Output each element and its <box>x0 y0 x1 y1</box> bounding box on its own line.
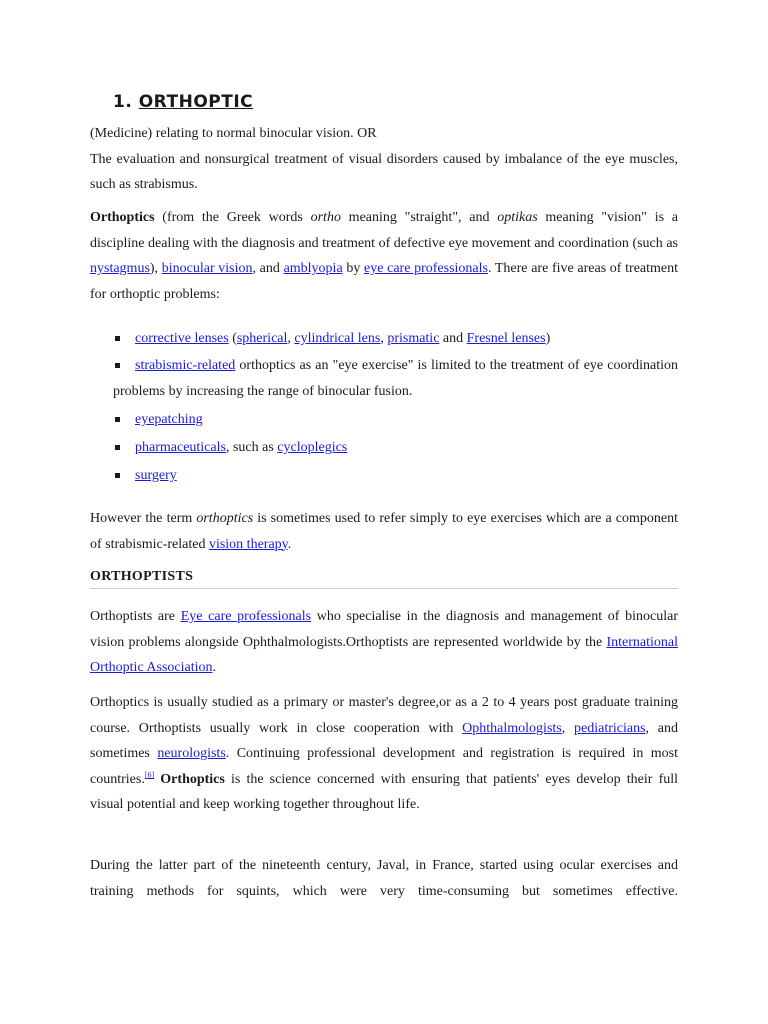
term-orthoptics-italic: orthoptics <box>196 511 254 526</box>
section-heading <box>113 92 253 112</box>
bullet-icon <box>115 473 120 478</box>
intro-paragraph <box>90 205 678 307</box>
list-item <box>113 353 678 405</box>
bullet-icon <box>115 445 120 450</box>
text: ) <box>545 331 551 346</box>
text: is the science concerned with ensuring that patients' eyes develop their full visual potential and keep working together throughout life. <box>90 771 679 813</box>
definition-1: (Medicine) relating to normal binocular vision. OR <box>90 126 377 141</box>
link-eye-care-professionals-2[interactable]: Eye care professionals <box>180 609 312 624</box>
treatment-list <box>113 326 678 489</box>
citation-link[interactable]: [6] <box>144 770 155 780</box>
text: ( <box>228 331 237 346</box>
study-paragraph <box>90 690 678 818</box>
link-fresnel-lenses[interactable]: Fresnel lenses <box>466 331 546 346</box>
history-text: During the latter part of the nineteenth century, Javal, in France, started using ocular exercises and training methods for squints, which were very time-consuming but sometimes effective. <box>90 858 678 899</box>
text: who specialise in the diagnosis and management of binocular vision problems alongside Ophthalmologists.Orthoptists are represented worldwide by the <box>90 609 678 650</box>
text: However the term <box>90 511 197 526</box>
link-cycloplegics[interactable]: cycloplegics <box>277 440 348 455</box>
link-spherical[interactable]: spherical <box>236 331 288 346</box>
link-corrective-lenses[interactable]: corrective lenses <box>135 331 229 346</box>
text: , such as <box>225 440 278 455</box>
list-item <box>113 463 678 489</box>
definition-2: The evaluation and nonsurgical treatment of visual disorders caused by imbalance of the eye muscles, such as strabismus. <box>90 151 678 193</box>
term-optikas: optikas <box>497 210 538 225</box>
link-nystagmus[interactable]: nystagmus <box>90 261 150 277</box>
text: , <box>561 720 574 736</box>
heading-title: ORTHOPTIC <box>138 92 254 112</box>
text: . <box>287 536 292 552</box>
link-strabismic-related[interactable]: strabismic-related <box>135 358 236 373</box>
text: and <box>439 331 467 346</box>
section-heading-orthoptists: ORTHOPTISTS <box>90 569 194 584</box>
divider <box>90 588 678 589</box>
text: (from the Greek words <box>154 210 311 225</box>
text: meaning "vision" is a discipline dealing with the diagnosis and treatment of defective eye movement and coordination (such as <box>90 210 679 251</box>
list-item <box>113 326 678 352</box>
text: , <box>287 331 295 346</box>
link-neurologists[interactable]: neurologists <box>157 746 226 762</box>
link-pediatricians[interactable]: pediatricians <box>574 720 646 736</box>
bullet-icon <box>115 363 120 368</box>
text: . <box>212 660 216 676</box>
link-amblyopia[interactable]: amblyopia <box>283 261 343 277</box>
list-item <box>113 435 678 461</box>
text: , <box>380 331 388 346</box>
text: , and sometimes <box>90 720 679 762</box>
orthoptists-paragraph <box>90 604 678 681</box>
term-ortho: ortho <box>310 210 341 225</box>
term-paragraph <box>90 506 678 557</box>
link-eye-care-professionals[interactable]: eye care professionals <box>364 261 488 277</box>
list-item <box>113 407 678 433</box>
text: Orthoptics is usually studied as a primary or master's degree,or as a 2 to 4 years post graduate training course. Orthoptists usually work in close cooperation with <box>90 695 678 736</box>
link-ophthalmologists[interactable]: Ophthalmologists <box>462 720 562 736</box>
link-vision-therapy[interactable]: vision therapy <box>208 536 288 552</box>
link-surgery[interactable]: surgery <box>135 468 177 483</box>
text: Orthoptists are <box>90 609 181 624</box>
text: . There are five areas of treatment for orthoptic problems: <box>90 261 679 302</box>
term-orthoptics: Orthoptics <box>90 210 155 225</box>
link-cylindrical-lens[interactable]: cylindrical lens <box>294 331 381 346</box>
text: meaning "straight", and <box>340 210 498 225</box>
bullet-icon <box>115 417 120 422</box>
text: orthoptics as an "eye exercise" is limited to the treatment of eye coordination problems by increasing the range of binocular fusion. <box>113 358 678 399</box>
text: . Continuing professional development and registration is required in most countries. <box>90 746 678 787</box>
text: is sometimes used to refer simply to eye exercises which are a component of strabismic-related <box>90 511 678 552</box>
link-prismatic[interactable]: prismatic <box>387 331 440 346</box>
text: ), <box>149 261 162 277</box>
history-paragraph <box>90 853 678 904</box>
link-pharmaceuticals[interactable]: pharmaceuticals <box>135 440 226 455</box>
bullet-icon <box>115 336 120 341</box>
link-binocular-vision[interactable]: binocular vision <box>161 261 253 277</box>
text: , and <box>252 261 284 277</box>
definitions <box>90 121 678 198</box>
link-eyepatching[interactable]: eyepatching <box>135 412 203 427</box>
heading-number: 1. <box>113 92 133 112</box>
link-international-orthoptic-association[interactable]: International Orthoptic Association <box>90 634 678 676</box>
term-orthoptics-bold: Orthoptics <box>160 771 225 787</box>
text: by <box>342 261 365 277</box>
